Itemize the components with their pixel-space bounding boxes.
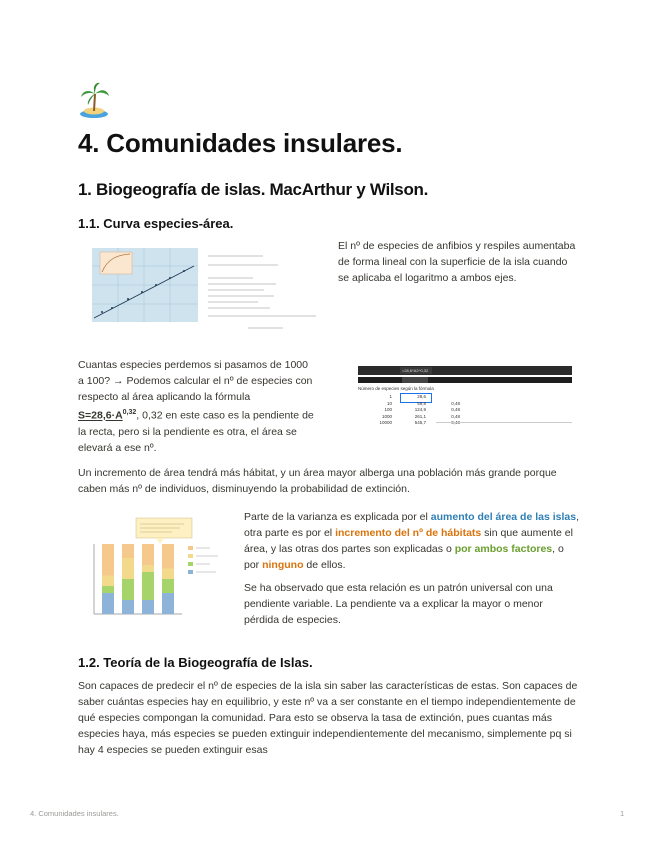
paragraph-variance [244, 509, 580, 573]
section-heading-1-1: 1.1. Curva especies-área. [78, 216, 234, 231]
stack-segment [142, 572, 154, 600]
legend-swatch-area [188, 562, 193, 566]
formula-bar: =28,6*A2^0,32 [400, 367, 432, 374]
stack-segment [102, 586, 114, 593]
paragraph-formula [78, 357, 314, 456]
stack-segment [142, 544, 154, 565]
sheet-cell[interactable]: 100 [384, 407, 392, 412]
highlight-area: aumento del área de las islas [430, 511, 577, 523]
sheet-cell[interactable]: 59,8 [417, 400, 426, 406]
paragraph-slope: Se ha observado que esta relación es un patrón universal con una pendiente variable. La pendiente va a explicar la mayor o menor pérdida de especies. [244, 582, 553, 626]
section-heading-1: 1. Biogeografía de islas. MacArthur y Wilson. [78, 180, 429, 199]
paragraph-habitat: Un incremento de área tendrá más hábitat, y un área mayor alberga una población más grande porque caben más nº de individuos, disminuyendo la probabilidad de extinción. [78, 467, 557, 495]
variance-text-a: Parte de la varianza es explicada por el [244, 511, 431, 523]
species-area-figure [78, 244, 328, 336]
sheet-cell[interactable]: 28,6 [417, 394, 426, 399]
stack-segment [122, 544, 134, 558]
legend-swatch-habitat [188, 554, 193, 558]
stack-segment [162, 593, 174, 614]
stack-segment [122, 558, 134, 579]
sheet-cell[interactable]: 0,48 [451, 413, 460, 419]
section-heading-1-2: 1.2. Teoría de la Biogeografía de Islas. [78, 655, 313, 670]
stack-segment [162, 579, 174, 593]
variance-text-d: , o por [244, 543, 564, 571]
sheet-cell[interactable]: 10 [386, 400, 392, 406]
spreadsheet-header: Número de especies según la fórmula [358, 386, 434, 391]
variance-stacked-chart [76, 516, 232, 624]
page-title: 4. Comunidades insulares. [78, 128, 403, 158]
sheet-cell[interactable]: 0,48 [451, 400, 460, 406]
sheet-cell[interactable]: 1 [389, 394, 392, 399]
stack-segment [102, 544, 114, 576]
sheet-cell[interactable]: 1000 [381, 413, 392, 419]
stack-bars [102, 544, 174, 614]
formula: S=28,6·A [78, 409, 123, 422]
variance-text-e: de ellos. [303, 559, 346, 571]
stack-segment [162, 544, 174, 569]
sheet-cell[interactable]: 261,1 [414, 413, 426, 419]
highlight-both: por ambos factores [454, 543, 553, 555]
formula-text-a: Cuantas especies perdemos si pasamos de 1000 a 100? → Podemos calcular el nº de especies con respecto al área aplicando la fórmula [78, 359, 313, 403]
stack-segment [162, 569, 174, 580]
formula-text-b: , 0,32 en este caso es la pendiente de la recta, pero si la pendiente es otra, el área se elevará a ese nº. [78, 409, 314, 454]
sheet-cell[interactable]: 545,7 [414, 420, 426, 425]
stack-segment [122, 579, 134, 600]
paragraph-theory: Son capaces de predecir el nº de especies de la isla sin saber las características de estas. Son capaces de saber cuántas especies hay en equilibrio, y este nº va a ser constante en el tiempo independientemente de qué especies compongan la comunidad. Para esto se observa la tasa de extinción, pues cuantas más especies haya, más especies se pueden extinguir independientemente del mecanismo, simplemente pq si hay 4 especies se pueden extinguir esas [78, 680, 578, 756]
inset-plot [100, 252, 132, 274]
legend-swatch-ambos [188, 546, 193, 550]
sheet-cell[interactable]: 10000 [379, 420, 392, 425]
island-emoji-icon [78, 80, 110, 120]
stack-segment [102, 576, 114, 587]
sheet-cell[interactable]: 0,48 [451, 407, 460, 412]
highlight-none: ninguno [262, 559, 304, 571]
page-number: 1 [620, 809, 625, 818]
variance-text-b: , otra parte es por el [244, 511, 580, 539]
stack-segment [102, 593, 114, 614]
sheet-cell[interactable]: 124,9 [414, 407, 426, 412]
chart-legend [188, 546, 218, 574]
legend-swatch-ninguno [188, 570, 193, 574]
stack-segment [142, 565, 154, 572]
paragraph-species-area: El nº de especies de anfibios y respiles aumentaba de forma lineal con la superficie de la isla cuando se aplicaba el logaritmo a ambos ejes. [338, 240, 576, 284]
variance-text-c: sin que aumente el área, y las otras dos partes son explicadas o [244, 527, 573, 555]
spreadsheet-figure [358, 366, 572, 438]
highlight-habitats: incremento del nº de hábitats [335, 527, 482, 539]
footer-title: 4. Comunidades insulares. [30, 809, 119, 818]
stack-segment [122, 600, 134, 614]
formula-exponent: 0,32 [122, 409, 137, 416]
stack-segment [142, 600, 154, 614]
